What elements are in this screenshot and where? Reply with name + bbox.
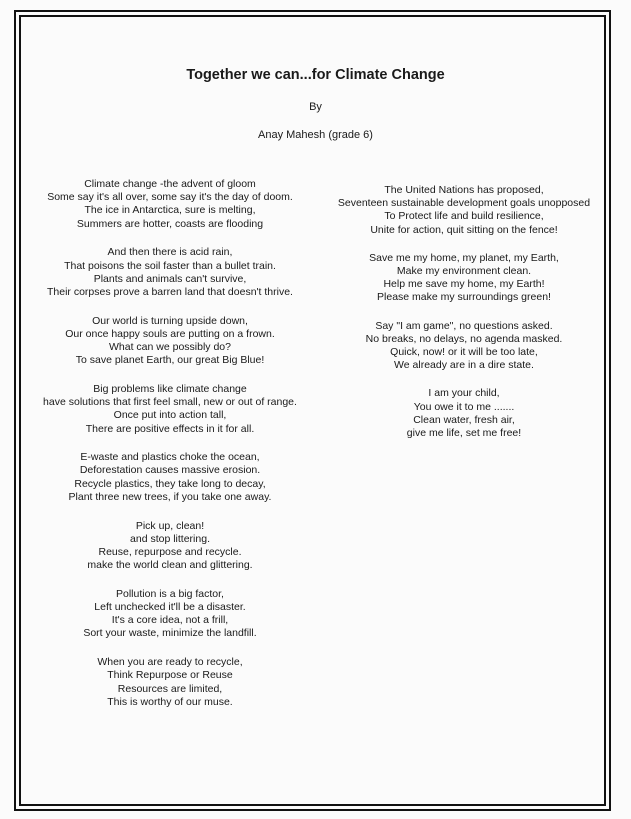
poem-line: You owe it to me ....... — [413, 400, 515, 413]
poem-line: Please make my surroundings green! — [377, 291, 551, 304]
poem-line: make the world clean and glittering. — [87, 559, 253, 572]
poem-line: Recycle plastics, they take long to decay, — [74, 477, 266, 490]
poem-line: Left unchecked it'll be a disaster. — [94, 601, 246, 614]
poem-line: When you are ready to recycle, — [97, 656, 243, 669]
poem-line: Unite for action, quit sitting on the fence! — [370, 223, 558, 236]
poem-line: What can we possibly do? — [109, 341, 231, 354]
poem-line: Help me save my home, my Earth! — [383, 278, 545, 291]
stanza — [316, 184, 612, 237]
byline-label: By — [309, 101, 322, 113]
poem-line: To save planet Earth, our great Big Blue! — [75, 354, 265, 367]
poem-line: Climate change -the advent of gloom — [84, 178, 256, 190]
stanza — [316, 252, 612, 305]
poem-line: Sort your waste, minimize the landfill. — [83, 627, 257, 640]
poem-line: I am your child, — [428, 387, 500, 400]
poem-line: and stop littering. — [130, 532, 210, 545]
stanza — [30, 383, 310, 436]
poem-line: Their corpses prove a barren land that doesn't thrive. — [47, 285, 293, 298]
poem-title: Together we can...for Climate Change — [186, 67, 445, 83]
poem-line: It's a core idea, not a frill, — [111, 614, 229, 627]
poem-line: Big problems like climate change — [93, 382, 247, 395]
poem-line: Deforestation causes massive erosion. — [79, 464, 261, 477]
poem-line: E-waste and plastics choke the ocean, — [80, 451, 260, 464]
stanza — [30, 588, 310, 641]
poem-line: Seventeen sustainable development goals unopposed — [337, 197, 591, 210]
poem-line: The United Nations has proposed, — [384, 184, 544, 196]
poem-line: Make my environment clean. — [396, 265, 532, 278]
author-name: Anay Mahesh (grade 6) — [258, 129, 373, 141]
poem-line: have solutions that first feel small, new or out of range. — [43, 396, 297, 409]
poem-line: give me life, set me free! — [406, 427, 522, 440]
poem-line: Resources are limited, — [117, 682, 223, 695]
poem-line: Our world is turning upside down, — [92, 314, 248, 327]
stanza — [30, 520, 310, 573]
poem-line: And then there is acid rain, — [107, 246, 233, 259]
stanza — [30, 178, 310, 231]
poem-column-left — [30, 178, 310, 725]
poem-line: Reuse, repurpose and recycle. — [98, 545, 242, 558]
stanza — [30, 246, 310, 299]
stanza — [30, 656, 310, 709]
stanza — [30, 451, 310, 504]
poem-line: Save me my home, my planet, my Earth, — [369, 251, 559, 264]
poem-line: Some say it's all over, some say it's the day of doom. — [47, 191, 293, 204]
poem-line: No breaks, no delays, no agenda masked. — [365, 332, 563, 345]
poem-line: Our once happy souls are putting on a frown. — [65, 327, 275, 340]
poem-line: The ice in Antarctica, sure is melting, — [84, 204, 256, 217]
poem-line: Summers are hotter, coasts are flooding — [76, 217, 264, 230]
poem-line: There are positive effects in it for all. — [85, 422, 255, 435]
poem-line: Plant three new trees, if you take one away. — [68, 490, 272, 503]
stanza — [316, 387, 612, 440]
poem-line: Think Repurpose or Reuse — [107, 669, 233, 682]
poem-line: Quick, now! or it will be too late, — [390, 346, 538, 359]
poem-line: Say "I am game", no questions asked. — [375, 319, 553, 332]
stanza — [316, 320, 612, 373]
poem-line: Once put into action tall, — [113, 409, 227, 422]
stanza — [30, 315, 310, 368]
poem-line: Pick up, clean! — [135, 519, 205, 532]
poem-line: This is worthy of our muse. — [107, 695, 233, 708]
poem-line: That poisons the soil faster than a bullet train. — [64, 259, 276, 272]
poem-line: To Protect life and build resilience, — [384, 210, 544, 223]
poem-line: We already are in a dire state. — [394, 359, 534, 372]
poem-column-right — [316, 184, 612, 455]
poem-line: Pollution is a big factor, — [116, 587, 224, 600]
poem-line: Plants and animals can't survive, — [93, 272, 247, 285]
poem-line: Clean water, fresh air, — [413, 413, 515, 426]
